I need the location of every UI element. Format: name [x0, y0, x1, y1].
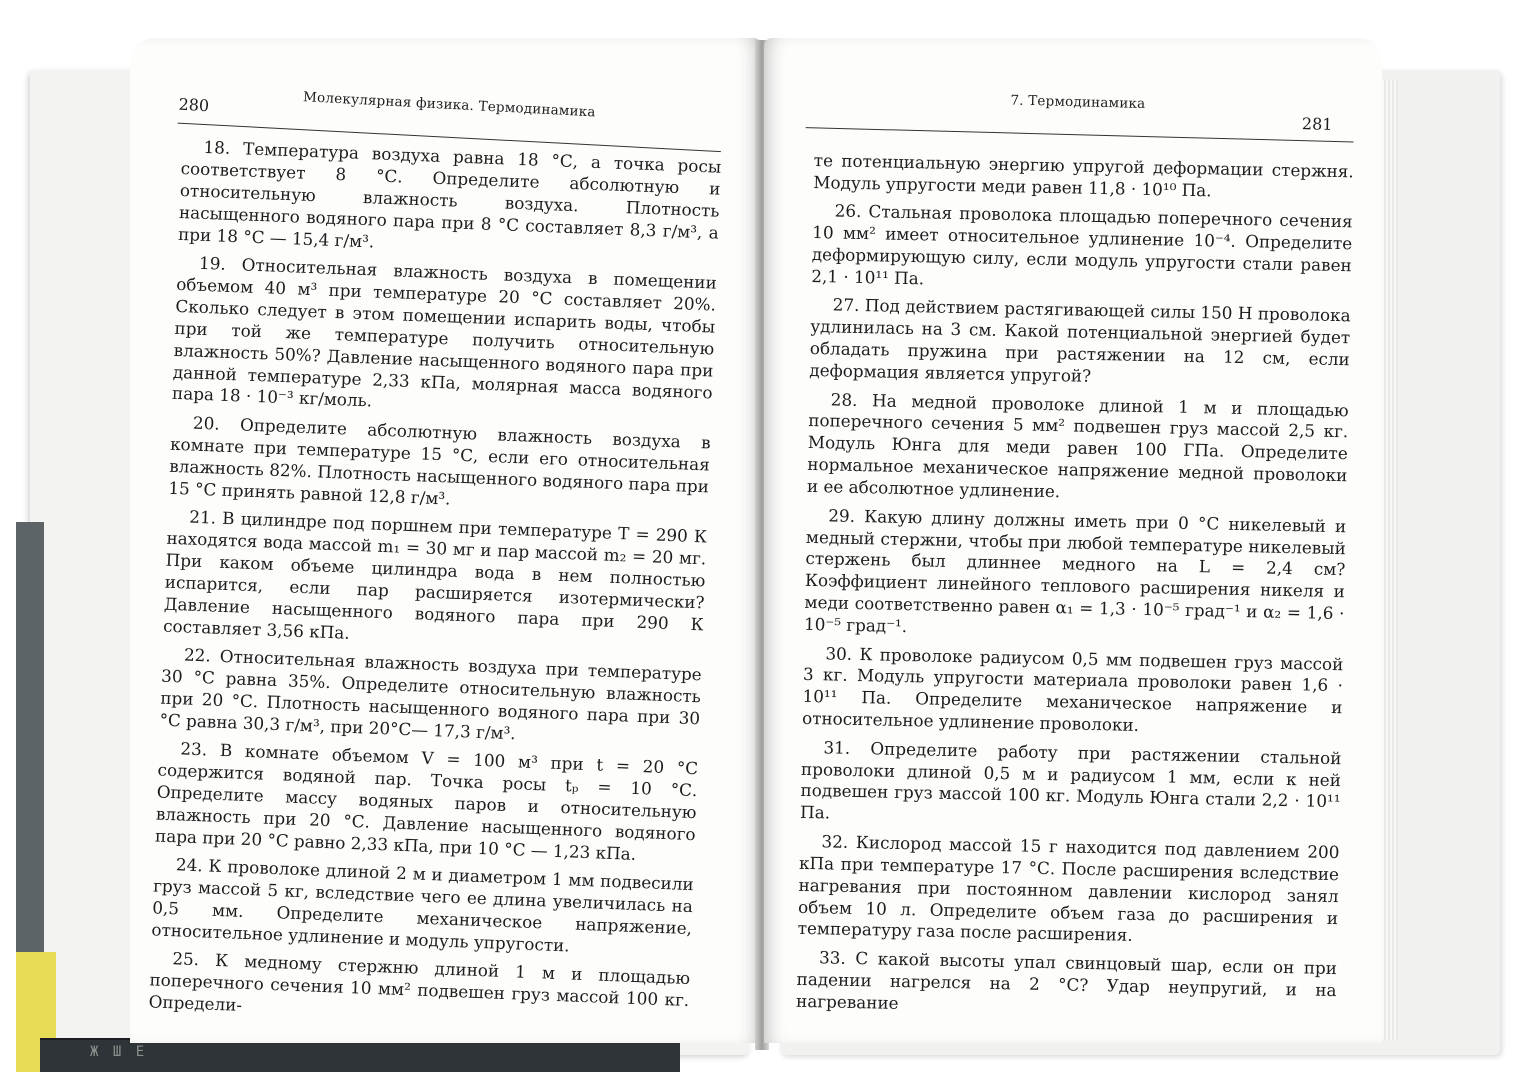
problem-29: 29. Какую длину должны иметь при 0 °С никелевый и медный стержни, чтобы при любой температуре никелевый стержень был длиннее медного на L = 2,4 см? Коэффициент линейного теплового расширения никеля и меди соответственно равен α₁ = 1,3 · 10⁻⁵ град⁻¹ и α₂ = 1,6 · 10⁻⁵ град⁻¹.	[803, 504, 1347, 637]
right-page-text	[796, 150, 1354, 1030]
problem-21: 21. В цилиндре под поршнем при температуре T = 290 К находятся вода массой m₁ = 30 мг и пар массой m₂ = 20 мг. При каком объеме цилиндра вода в нем полностью испарится, если пар расширяется изотермически? Давление насыщенного водяного пара при 290 К составляет 3,56 кПа.	[162, 506, 708, 643]
cover-bottom-label: Ж Ш Е	[90, 1044, 148, 1060]
problem-23: 23. В комнате объемом V = 100 м³ при t = 20 °С содержится водяной пар. Точка росы tₚ = 10 °С. Определите массу водяных паров и относительную влажность при 20 °С. Давление насыщенного водяного пара при 20 °С равно 2,33 кПа, при 10 °С — 1,23 кПа.	[154, 738, 699, 864]
problem-33: 33. С какой высоты упал свинцовый шар, если он при падении нагрелся на 2 °С? Удар неупругий, и на нагревание	[795, 947, 1338, 1013]
page-number-left: 280	[178, 94, 210, 116]
problem-27: 27. Под действием растягивающей силы 150 Н проволока удлинилась на 3 см. Какой потенциальной энергией будет обладать пружина при растяжении на 12 см, если деформация является упругой?	[809, 294, 1351, 387]
left-page-header	[128, 38, 761, 121]
cover-spine-dark	[16, 522, 44, 952]
page-number-right: 281	[1301, 114, 1333, 134]
running-head-left: Молекулярная физика. Термодинамика	[302, 89, 597, 121]
problem-26: 26. Стальная проволока площадью поперечного сечения 10 мм² имеет относительное удлинение 10⁻⁴. Определите деформирующую силу, если модуль упругости стали равен 2,1 · 10¹¹ Па.	[811, 200, 1353, 289]
problem-20: 20. Определите абсолютную влажность воздуха в комнате при температуре 15 °С, если его относительная влажность 82%. Плотность насыщенного водяного пара при 15 °С принять равной 12,8 г/м³.	[168, 412, 712, 509]
right-page-header	[763, 38, 1382, 134]
problem-18: 18. Температура воздуха равна 18 °С, а точка росы соответствует 8 °С. Определите абсолютную и относительную влажность воздуха. Плотность насыщенного водяного пара при 8 °С составляет 8,3 г/м³, а при 18 °С — 15,4 г/м³.	[177, 136, 722, 252]
problem-25-continuation: те потенциальную энергию упругой деформации стержня. Модуль упругости меди равен 11,8 · 10¹⁰ Па.	[813, 150, 1354, 201]
page-edges	[1380, 80, 1398, 1040]
problem-28: 28. На медной проволоке длиной 1 м и площадью поперечного сечения 5 мм² подвешен груз массой 2,5 кг. Модуль Юнга для меди равен 100 ГПа. Определите нормальное механическое напряжение медной проволоки и ее абсолютное удлинение.	[806, 388, 1349, 502]
problem-25: 25. К медному стержню длиной 1 м и площадью поперечного сечения 10 мм² подвешен груз массой 100 кг. Определи-	[148, 948, 691, 1015]
running-head-right: 7. Термодинамика	[1010, 92, 1146, 113]
left-page-text	[148, 136, 722, 1041]
problem-31: 31. Определите работу при растяжении стальной проволоки длиной 0,5 м и радиусом 1 мм, если к ней подвешен груз массой 100 кг. Модуль Юнга стали 2,2 · 10¹¹ Па.	[799, 736, 1342, 823]
problem-32: 32. Кислород массой 15 г находится под давлением 200 кПа при температуре 17 °С. После расширения вследствие нагревания при постоянном давлении кислород занял объем 10 л. Определите объем газа до расширения и температуру газа после расширения.	[797, 831, 1340, 946]
right-page	[764, 38, 1382, 1043]
header-rule-right	[806, 127, 1354, 142]
problem-22: 22. Относительная влажность воздуха при температуре 30 °С равна 35%. Определите относительную влажность при 20 °С. Плотность насыщенного водяного пара при 30 °С равна 30,3 г/м³, при 20°С— 17,3 г/м³.	[159, 644, 703, 743]
problem-19: 19. Относительная влажность воздуха в помещении объемом 40 м³ при температуре 20 °С составляет 20%. Сколько следует в этом помещении испарить воды, чтобы при той же температуре получить относительную влажность 50%? Давление насыщенного водяного пара при данной температуре 2,33 кПа, молярная масса водяного пара 18 · 10⁻³ кг/моль.	[171, 252, 718, 411]
left-page	[130, 38, 762, 1043]
problem-24: 24. К проволоке длиной 2 м и диаметром 1 мм подвесили груз массой 5 кг, вследствие чего ее длина увеличилась на 0,5 мм. Определите механическое напряжение, относительное удлинение и модуль упругости.	[151, 854, 695, 956]
problem-30: 30. К проволоке радиусом 0,5 мм подвешен груз массой 3 кг. Модуль упругости материала проволоки равен 1,6 · 10¹¹ Па. Определите механическое напряжение и относительное удлинение проволоки.	[801, 642, 1344, 736]
